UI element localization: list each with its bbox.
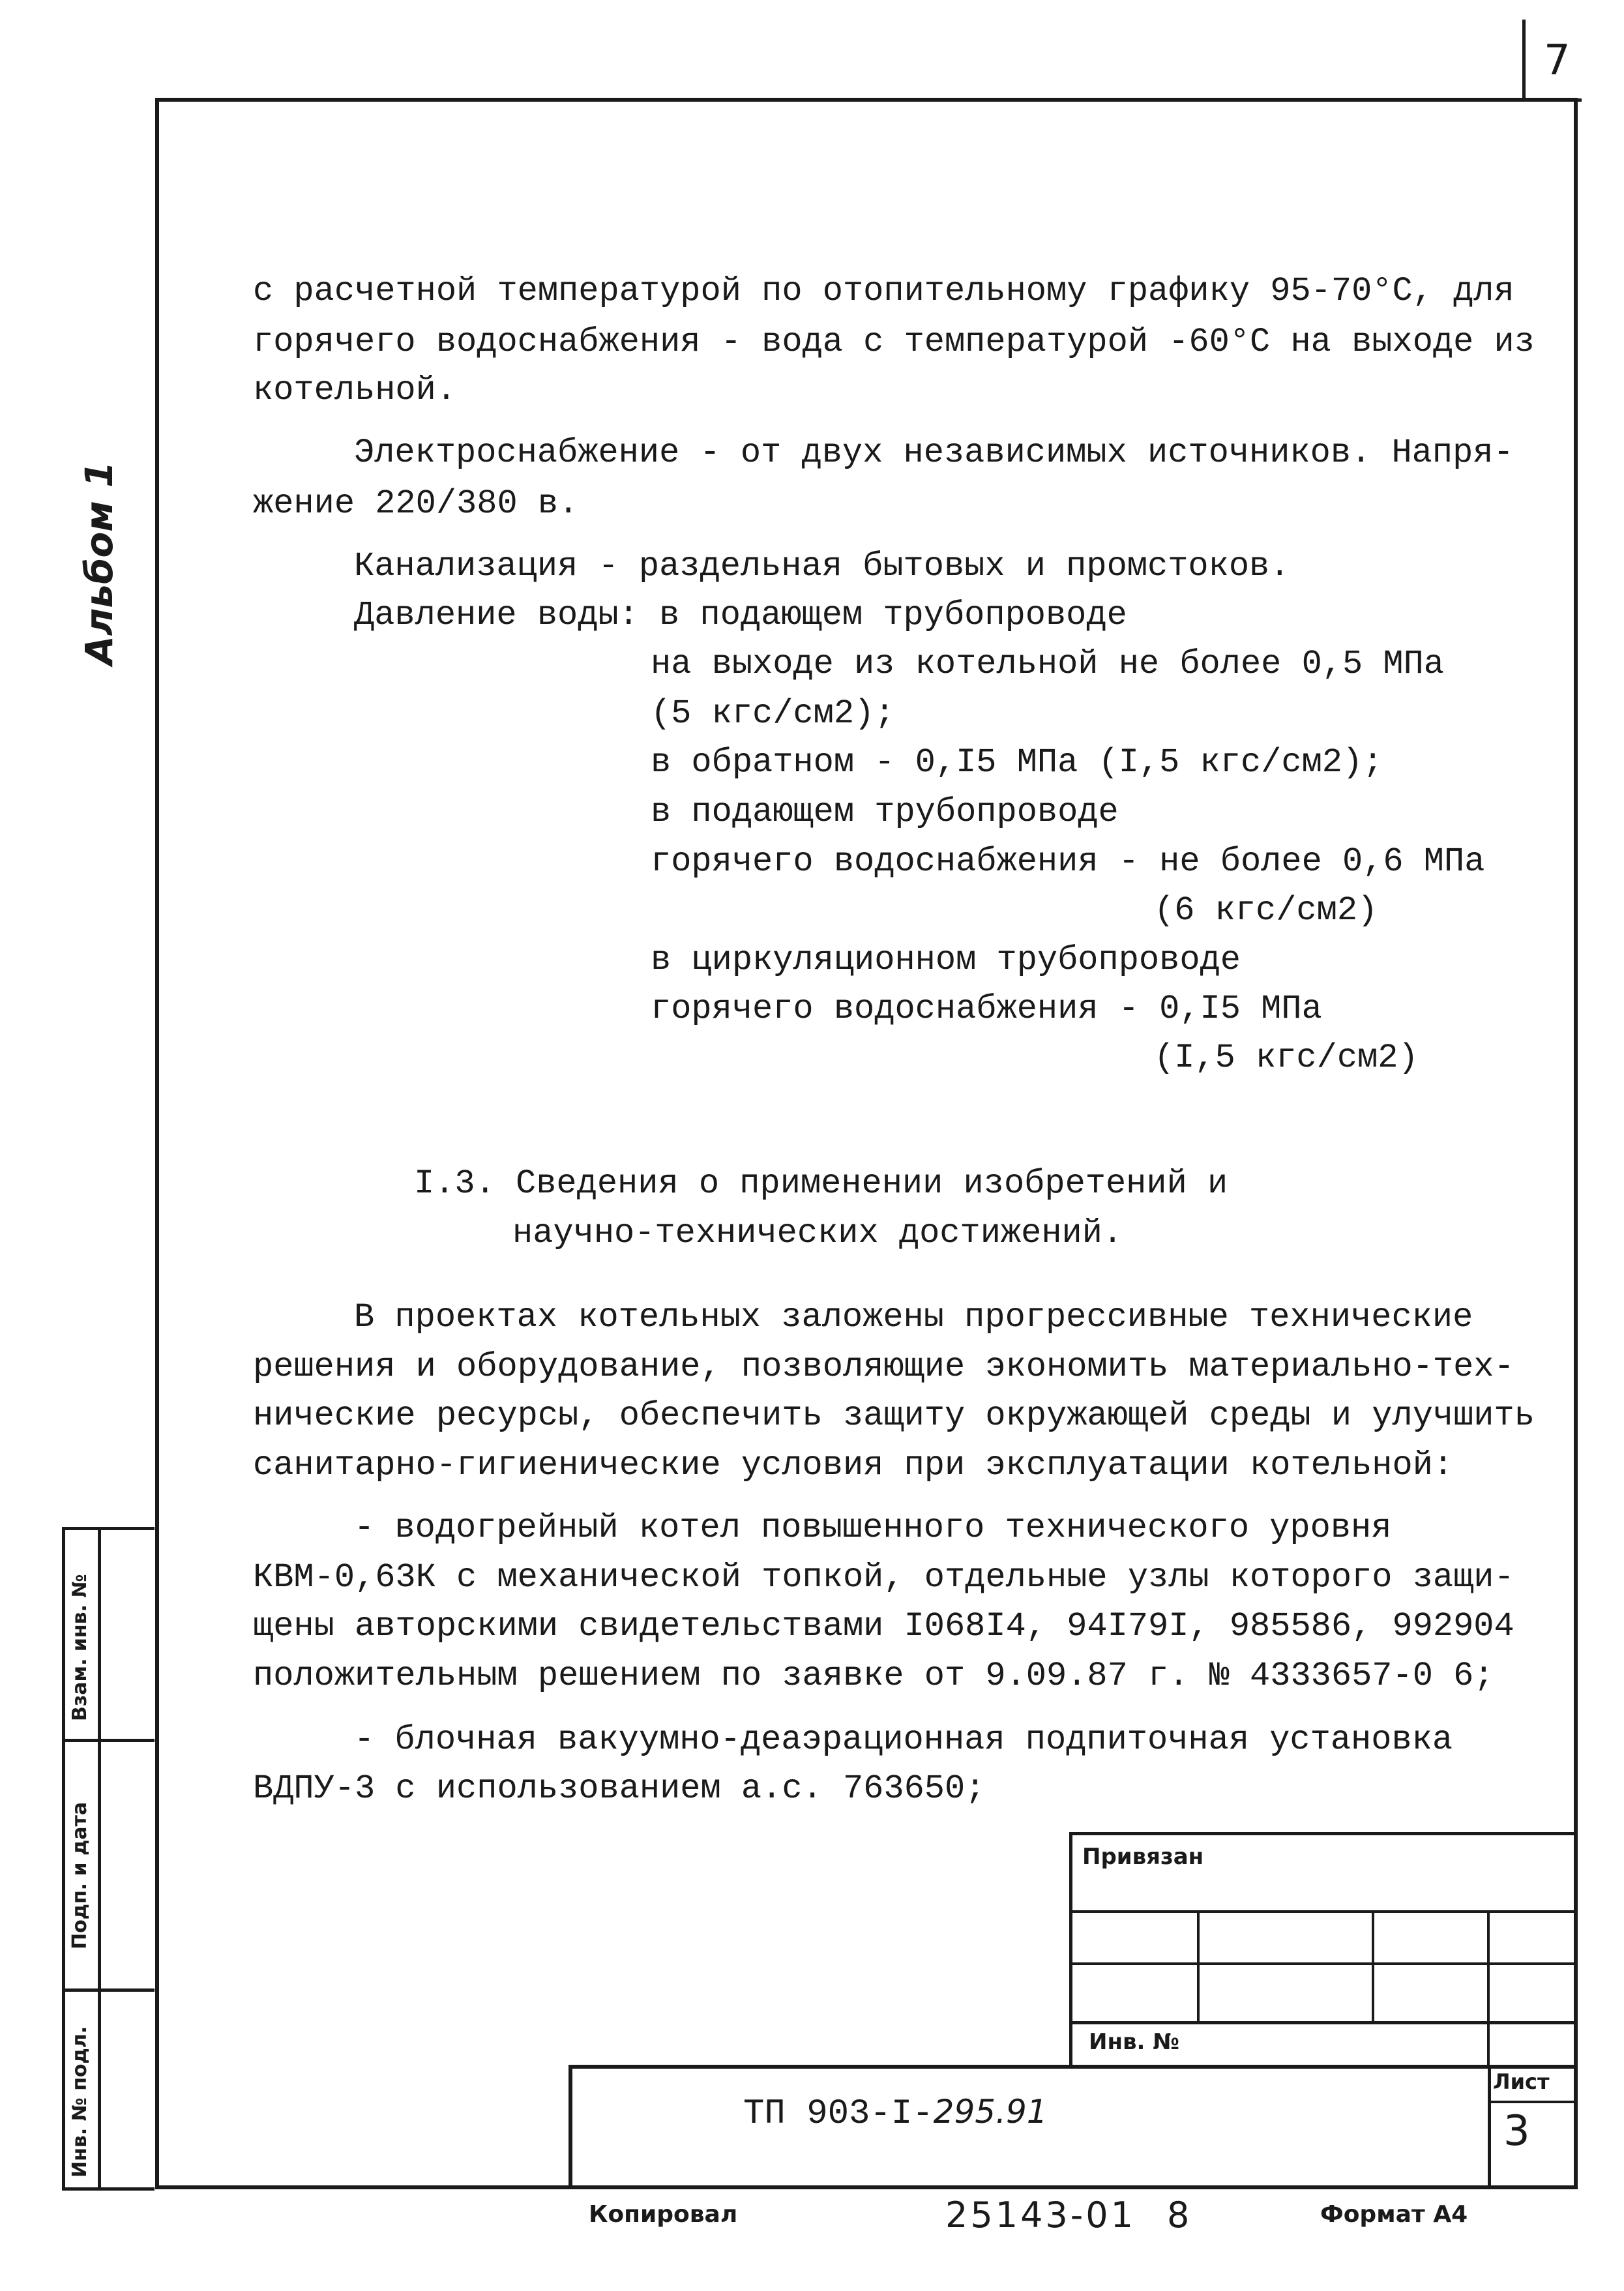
- doc-code-handwritten: 295.91: [933, 2093, 1048, 2131]
- copied-label: Копировал: [589, 2201, 738, 2228]
- text-line: жение 220/380 в.: [253, 484, 579, 523]
- doc-code-printed: ТП 903-I-: [743, 2094, 934, 2134]
- text-line: с расчетной температурой по отопительному графику 95-70°С, для: [253, 272, 1514, 310]
- section-heading: научно-технических достижений.: [512, 1214, 1123, 1252]
- tb-line: [1488, 2101, 1578, 2103]
- page-number: 7: [1544, 37, 1571, 85]
- text-line: Канализация - раздельная бытовых и промстоков.: [354, 547, 1290, 585]
- text-line: ВДПУ-3 с использованием а.с. 763650;: [253, 1769, 986, 1808]
- tb-line: [1069, 1962, 1578, 1965]
- text-line: горячего водоснабжения - 0,I5 МПа: [651, 990, 1322, 1028]
- stamp-podp-label: Подп. и дата: [68, 1801, 91, 1949]
- text-line: (6 кгс/см2): [1154, 891, 1378, 930]
- text-line: горячего водоснабжения - не более 0,6 МПа: [651, 842, 1485, 881]
- tb-line: [1069, 1832, 1072, 2067]
- sheet-label: Лист: [1493, 2069, 1550, 2094]
- tb-line: [1197, 1910, 1200, 2021]
- text-line: санитарно-гигиенические условия при эксплуатации котельной:: [253, 1446, 1454, 1485]
- text-line: Электроснабжение - от двух независимых источников. Напря-: [354, 434, 1514, 472]
- inv-no-label: Инв. №: [1089, 2029, 1180, 2055]
- tb-line: [1069, 1910, 1578, 1913]
- text-line: (I,5 кгс/см2): [1154, 1039, 1419, 1077]
- text-line: в циркуляционном трубопроводе: [651, 941, 1241, 979]
- stamp-vzam-label: Взам. инв. №: [68, 1574, 91, 1721]
- order-copy: 8: [1167, 2195, 1190, 2236]
- list-item: - водогрейный котел повышенного технического уровня: [354, 1509, 1392, 1547]
- text-line: Давление воды: в подающем трубопроводе: [354, 596, 1127, 634]
- list-item: - блочная вакуумно-деаэрационная подпиточная установка: [354, 1721, 1453, 1759]
- text-line: В проектах котельных заложены прогрессивные технические: [354, 1298, 1473, 1337]
- text-line: котельной.: [253, 371, 457, 409]
- tb-line: [568, 2065, 572, 2189]
- tb-line: [1372, 1910, 1374, 2021]
- stamp-inv-label: Инв. № подл.: [68, 2026, 91, 2178]
- privyazan-label: Привязан: [1082, 1844, 1204, 1870]
- order-number: 25143-01: [945, 2195, 1136, 2236]
- text-line: (5 кгс/см2);: [651, 694, 895, 733]
- album-label: Альбом 1: [77, 461, 121, 665]
- text-line: щены авторскими свидетельствами I068I4, 94I79I, 985586, 992904: [253, 1607, 1514, 1646]
- text-line: нические ресурсы, обеспечить защиту окружающей среды и улучшить: [253, 1397, 1535, 1435]
- text-line: КВМ-0,63К с механической топкой, отдельные узлы которого защи-: [253, 1558, 1514, 1597]
- sheet-number: 3: [1503, 2107, 1530, 2155]
- text-line: в подающем трубопроводе: [651, 793, 1119, 831]
- tb-line: [568, 2065, 1578, 2069]
- text-line: горячего водоснабжения - вода с температурой -60°С на выходе из: [253, 323, 1535, 361]
- text-line: на выходе из котельной не более 0,5 МПа: [651, 645, 1444, 683]
- tb-line: [1069, 2021, 1578, 2024]
- text-line: в обратном - 0,I5 МПа (I,5 кгс/см2);: [651, 743, 1383, 782]
- tb-line: [1488, 2065, 1491, 2189]
- stamp-divider: [98, 1527, 101, 2191]
- doc-code: [743, 2093, 1048, 2134]
- section-heading: I.3. Сведения о применении изобретений и: [414, 1164, 1228, 1203]
- text-line: положительным решением по заявке от 9.09.87 г. № 4333657-0 6;: [253, 1657, 1494, 1695]
- text-line: решения и оборудование, позволяющие экономить материально-тех-: [253, 1348, 1514, 1386]
- tb-line: [1487, 1910, 1490, 2067]
- tb-line: [1069, 1832, 1578, 1835]
- format-label: Формат А4: [1320, 2201, 1468, 2228]
